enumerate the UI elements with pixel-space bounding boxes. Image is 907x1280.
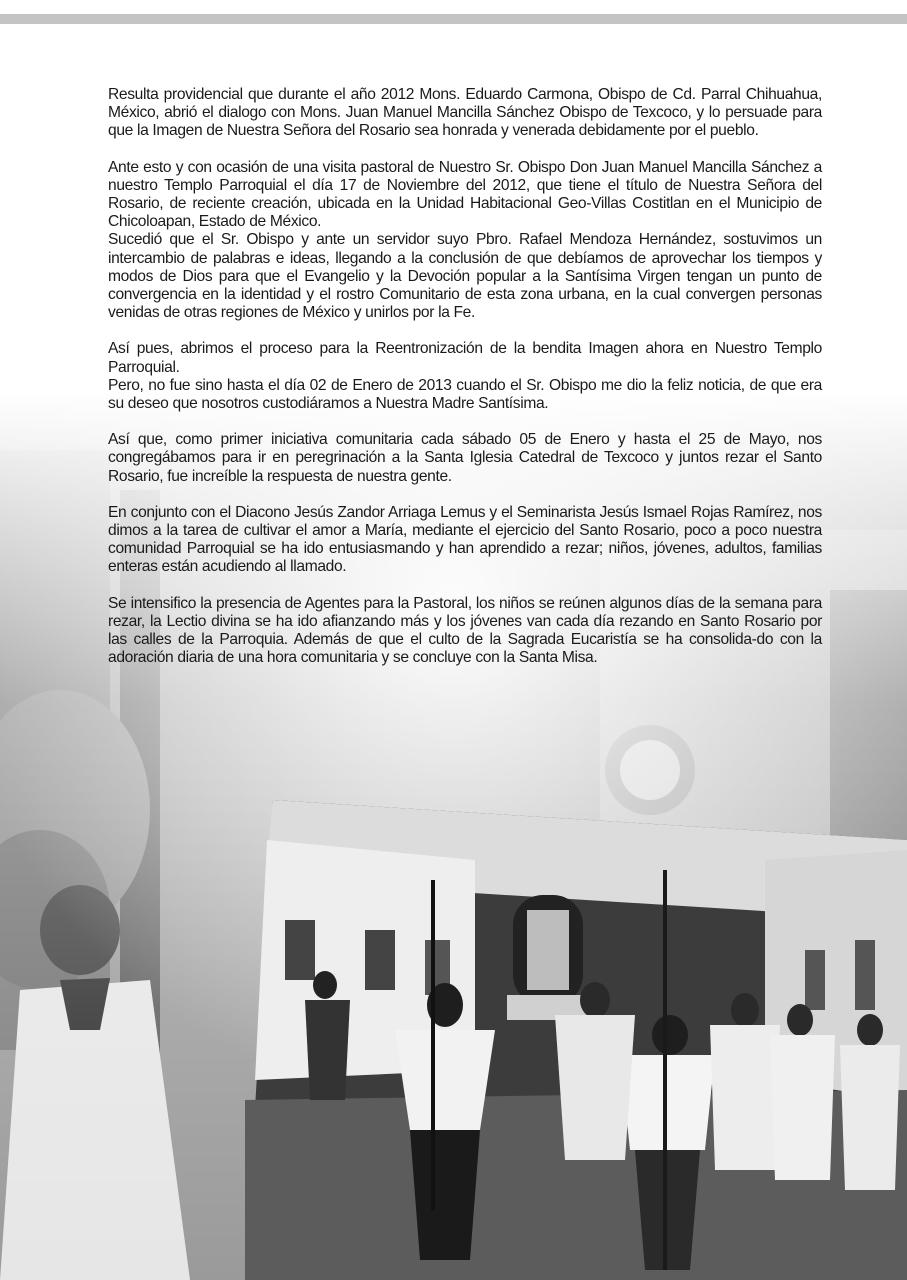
paragraph-5: Pero, no fue sino hasta el día 02 de Enero de 2013 cuando el Sr. Obispo me dio la feliz noticia, de que era su deseo que nosotros custodiáramos a Nuestra Madre Santísima. [108, 376, 822, 413]
paragraph-3: Sucedió que el Sr. Obispo y ante un servidor suyo Pbro. Rafael Mendoza Hernández, sostuvimos un intercambio de palabras e ideas, llegando a la conclusión de que debíamos de aprovechar los tiempos y modos de Dios para que el Evangelio y la Devoción popular a la Santísima Virgen tengan un punto de convergencia en la identidad y el rostro Comunitario de esta zona urbana, en la cual convergen personas venidas de otras regiones de México y unirlos por la Fe. [108, 231, 822, 322]
paragraph-4: Así pues, abrimos el proceso para la Reentronización de la bendita Imagen ahora en Nuestro Templo Parroquial. [108, 340, 822, 376]
paragraph-7: En conjunto con el Diacono Jesús Zandor Arriaga Lemus y el Seminarista Jesús Ismael Rojas Ramírez, nos dimos a la tarea de cultivar el amor a María, mediante el ejercicio del Santo Rosario, poco a poco nuestra comunidad Parroquial se ha ido entusiasmando y han aprendido a rezar; niños, jóvenes, adultos, familias enteras están acudiendo al llamado. [108, 503, 822, 576]
paragraph-8: Se intensifico la presencia de Agentes para la Pastoral, los niños se reúnen algunos días de la semana para rezar, la Lectio divina se ha ido afianzando más y los jóvenes van cada día rezando en Santo Rosario por las calles de la Parroquia. Además de que el culto de la Sagrada Eucaristía se ha consolida-do con la adoración diaria de una hora comunitaria y se concluye con la Santa Misa. [108, 594, 822, 667]
top-rule [0, 14, 907, 24]
paragraph-6: Así que, como primer iniciativa comunitaria cada sábado 05 de Enero y hasta el 25 de Mayo, nos congregábamos para ir en peregrinación a la Santa Iglesia Catedral de Texcoco y juntos rezar el Santo Rosario, fue increíble la respuesta de nuestra gente. [108, 431, 822, 485]
paragraph-1: Resulta providencial que durante el año 2012 Mons. Eduardo Carmona, Obispo de Cd. Parral Chihuahua, México, abrió el dialogo con Mons. Juan Manuel Mancilla Sánchez Obispo de Texcoco, y lo persuade para que la Imagen de Nuestra Señora del Rosario sea honrada y venerada debidamente por el pueblo. [108, 86, 822, 140]
article-body [108, 86, 822, 685]
paragraph-2: Ante esto y con ocasión de una visita pastoral de Nuestro Sr. Obispo Don Juan Manuel Mancilla Sánchez a nuestro Templo Parroquial el día 17 de Noviembre del 2012, que tiene el título de Nuestra Señora del Rosario, de reciente creación, ubicada en la Unidad Habitacional Geo-Villas Costitlan en el Municipio de Chicoloapan, Estado de México. [108, 158, 822, 231]
procession-photo [245, 800, 907, 1280]
